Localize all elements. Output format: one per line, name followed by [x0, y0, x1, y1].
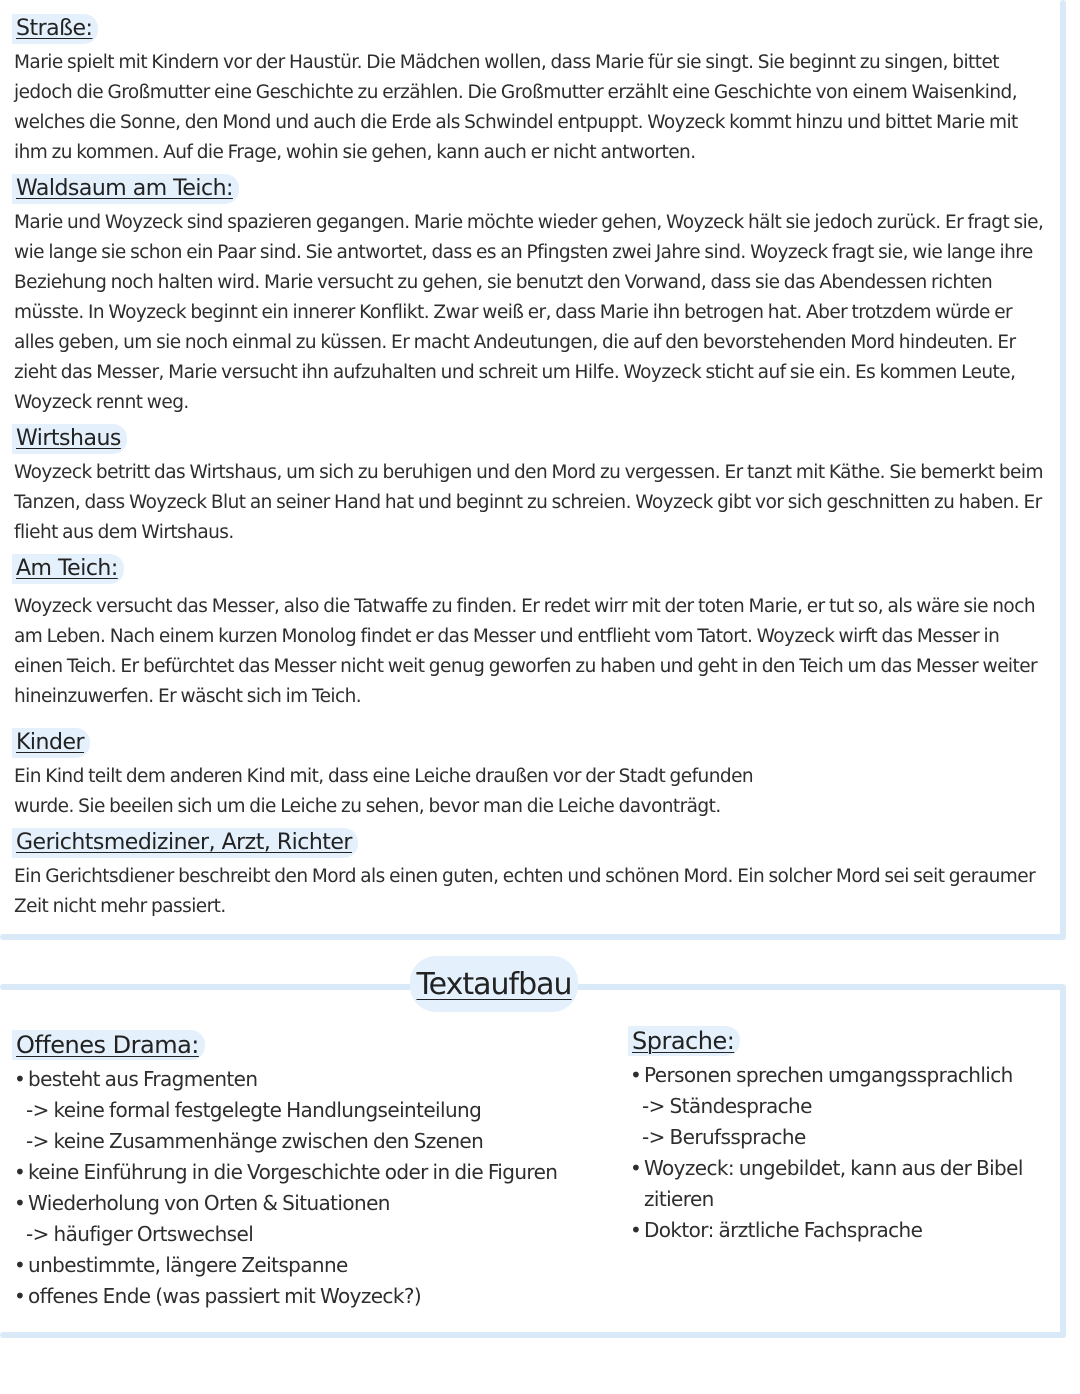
scene-text: Marie spielt mit Kindern vor der Haustür. Die Mädchen wollen, dass Marie für sie singt. Sie beginnt zu singen, bittet jedoch die Großmutter eine Geschichte zu erzählen. Die Großmutter erzählt eine Geschichte von einem Waisenkind, welches die Sonne, den Mond und auch die Erde als Schwindel entpuppt. Woyzeck kommt hinzu und bittet Marie mit ihm zu kommen. Auf die Frage, wohin sie gehen, kann auch er nicht antworten. [14, 52, 1018, 163]
title-divider-right [576, 984, 1066, 990]
scene-waldsaum [14, 174, 1050, 418]
frame-border-right [1060, 0, 1066, 940]
scene-gericht [14, 828, 1050, 922]
list-subitem: -> Ständesprache [642, 1094, 812, 1118]
sprache-heading: Sprache: [628, 1026, 740, 1056]
section-textaufbau [0, 956, 1066, 1016]
sprache-list [630, 1060, 1050, 1246]
scene-wirtshaus [14, 424, 1050, 548]
list-item: • unbestimmte, längere Zeitspanne [14, 1250, 604, 1281]
scene-heading: Straße: [12, 14, 98, 44]
scene-heading: Am Teich: [12, 554, 124, 584]
sprache-block [630, 1026, 1050, 1246]
list-item: • Woyzeck: ungebildet, kann aus der Bibel zitieren [630, 1153, 1050, 1215]
scene-heading: Kinder [12, 728, 90, 758]
scene-text: Marie und Woyzeck sind spazieren gegangen. Marie möchte wieder gehen, Woyzeck hält sie jedoch zurück. Er fragt sie, wie lange sie schon ein Paar sind. Sie antwortet, dass es an Pfingsten zwei Jahre sind. Woyzeck fragt sie, wie lange ihre Beziehung noch halten wird. Marie versucht zu gehen, sie benutzt den Vorwand, dass sie das Abendessen richten müsste. In Woyzeck beginnt ein innerer Konflikt. Zwar weiß er, dass Marie ihn betrogen hat. Aber trotzdem würde er alles geben, um sie noch einmal zu küssen. Er macht Andeutungen, die auf den bevorstehenden Mord hindeuten. Er zieht das Messer, Marie versucht ihn aufzuhalten und schreit um Hilfe. Woyzeck sticht auf sie ein. Es kommen Leute, Woyzeck rennt weg. [14, 212, 1044, 413]
scene-text: Woyzeck betritt das Wirtshaus, um sich zu beruhigen und den Mord zu vergessen. Er tanzt mit Käthe. Sie bemerkt beim Tanzen, dass Woyzeck Blut an seiner Hand hat und beginnt zu schreien. Woyzeck gibt vor sich geschnitten zu haben. Er flieht aus dem Wirtshaus. [14, 462, 1043, 543]
list-item: • keine Einführung in die Vorgeschichte oder in die Figuren [14, 1157, 604, 1188]
list-subitem: -> keine Zusammenhänge zwischen den Szenen [26, 1129, 484, 1153]
scene-summaries [14, 14, 1050, 928]
frame-border-right-lower [1060, 986, 1066, 1338]
list-item: • Wiederholung von Orten & Situationen [14, 1188, 604, 1219]
scene-am-teich [14, 554, 1050, 712]
offenes-drama-heading: Offenes Drama: [12, 1030, 205, 1060]
list-subitem: -> Berufssprache [642, 1125, 806, 1149]
scene-kinder [14, 728, 1050, 822]
list-item: • offenes Ende (was passiert mit Woyzeck?) [14, 1281, 604, 1312]
scene-heading: Waldsaum am Teich: [12, 174, 239, 204]
offenes-drama-block [14, 1030, 604, 1312]
scene-text: Ein Gerichtsdiener beschreibt den Mord als einen guten, echten und schönen Mord. Ein solcher Mord sei seit geraumer Zeit nicht mehr passiert. [14, 866, 1036, 917]
scene-heading: Wirtshaus [12, 424, 127, 454]
frame-border-bottom-lower [0, 1332, 1066, 1338]
list-item: • Personen sprechen umgangssprachlich [630, 1060, 1050, 1091]
frame-border-bottom [0, 934, 1066, 940]
offenes-drama-list [14, 1064, 604, 1312]
scene-heading: Gerichtsmediziner, Arzt, Richter [12, 828, 358, 858]
list-item: • besteht aus Fragmenten [14, 1064, 604, 1095]
list-subitem: -> keine formal festgelegte Handlungseinteilung [26, 1098, 482, 1122]
scene-text: Ein Kind teilt dem anderen Kind mit, dass eine Leiche draußen vor der Stadt gefunden wurde. Sie beeilen sich um die Leiche zu sehen, bevor man die Leiche davonträgt. [14, 766, 754, 817]
scene-text: Woyzeck versucht das Messer, also die Tatwaffe zu finden. Er redet wirr mit der toten Marie, er tut so, als wäre sie noch am Leben. Nach einem kurzen Monolog findet er das Messer und entflieht vom Tatort. Woyzeck wirft das Messer in einen Teich. Er befürchtet das Messer nicht weit genug geworfen zu haben und geht in den Teich um das Messer weiter hineinzuwerfen. Er wäscht sich im Teich. [14, 596, 1038, 707]
scene-strasse [14, 14, 1050, 168]
section-title: Textaufbau [410, 956, 578, 1012]
list-item: • Doktor: ärztliche Fachsprache [630, 1215, 1050, 1246]
list-subitem: -> häufiger Ortswechsel [26, 1222, 254, 1246]
title-divider-left [0, 984, 412, 990]
